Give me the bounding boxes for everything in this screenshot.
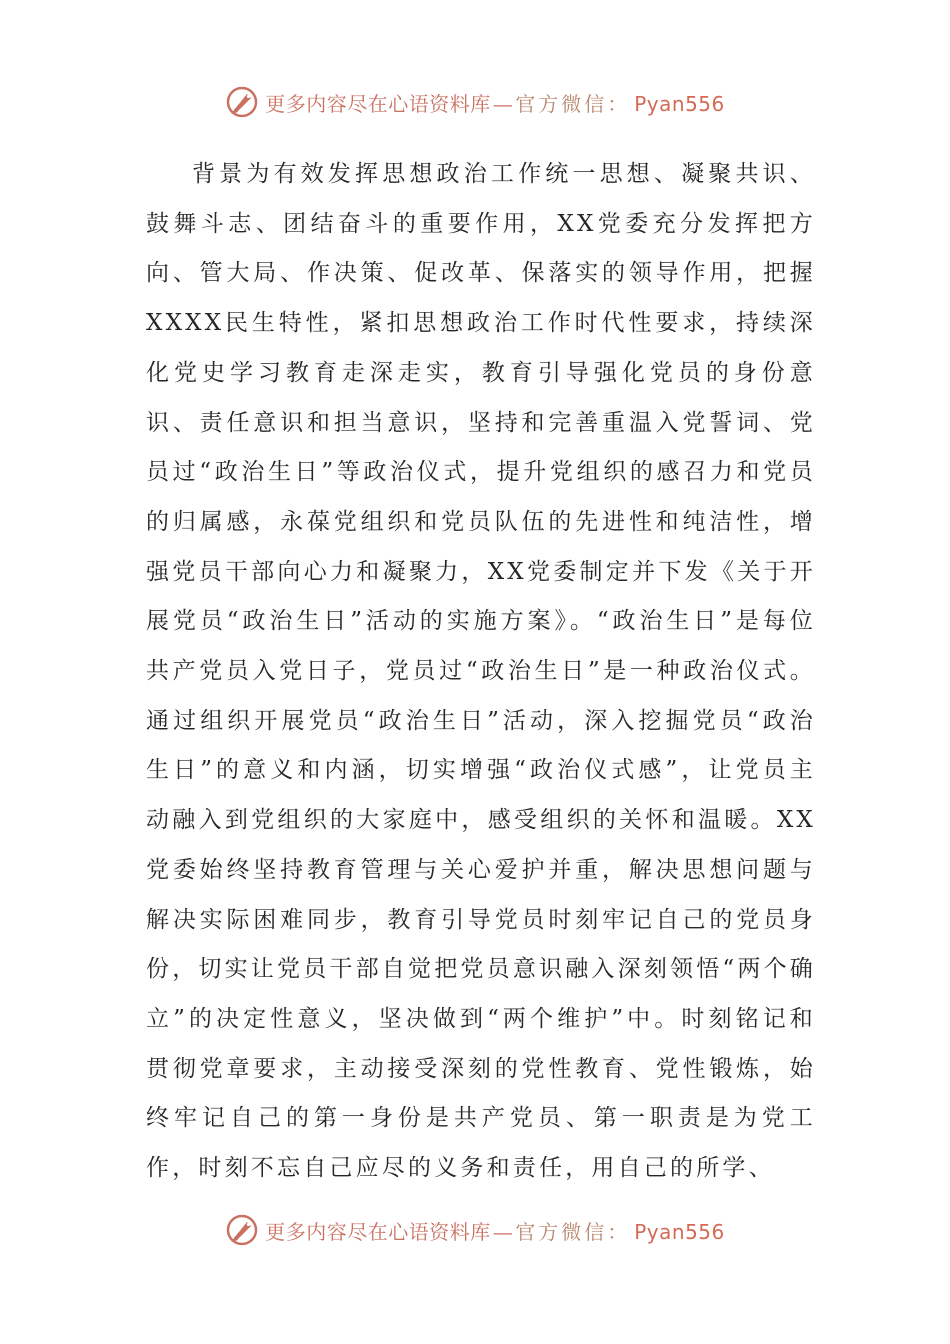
footer-banner (0, 1210, 950, 1250)
body-paragraph: 背景为有效发挥思想政治工作统一思想、凝聚共识、鼓舞斗志、团结奋斗的重要作用，XX党委充分发挥把方向、管大局、作决策、促改革、保落实的领导作用，把握XXXX民生特性，紧扣思想政治工作时代性要求，持续深化党史学习教育走深走实，教育引导强化党员的身份意识、责任意识和担当意识，坚持和完善重温入党誓词、党员过“政治生日”等政治仪式，提升党组织的感召力和党员的归属感，永葆党组织和党员队伍的先进性和纯洁性，增强党员干部向心力和凝聚力，XX党委制定并下发《关于开展党员“政治生日”活动的实施方案》。“政治生日”是每位共产党员入党日子，党员过“政治生日”是一种政治仪式。通过组织开展党员“政治生日”活动，深入挖掘党员“政治生日”的意义和内涵，切实增强“政治仪式感”，让党员主动融入到党组织的大家庭中，感受组织的关怀和温暖。XX党委始终坚持教育管理与关心爱护并重，解决思想问题与解决实际困难同步，教育引导党员时刻牢记自己的党员身份，切实让党员干部自觉把党员意识融入深刻领悟“两个确立”的决定性意义，坚决做到“两个维护”中。时刻铭记和贯彻党章要求，主动接受深刻的党性教育、党性锻炼，始终牢记自己的第一身份是共产党员、第一职责是为党工作，时刻不忘自己应尽的义务和责任，用自己的所学、 (146, 161, 816, 1182)
footer-site-text: 更多内容尽在心语资料库 (265, 1219, 491, 1244)
footer-banner-text (265, 1216, 725, 1245)
pen-nib-logo-icon (225, 85, 259, 119)
header-banner-text (265, 88, 725, 117)
document-body (146, 150, 816, 1194)
header-wechat-id: Pyan556 (634, 91, 725, 116)
header-wechat-label: 官方微信： (515, 91, 631, 116)
header-banner (0, 82, 950, 122)
header-separator: — (492, 91, 514, 116)
footer-wechat-label: 官方微信： (515, 1219, 631, 1244)
footer-separator: — (492, 1219, 514, 1244)
pen-nib-logo-icon (225, 1213, 259, 1247)
footer-wechat-id: Pyan556 (634, 1219, 725, 1244)
header-site-text: 更多内容尽在心语资料库 (265, 91, 491, 116)
